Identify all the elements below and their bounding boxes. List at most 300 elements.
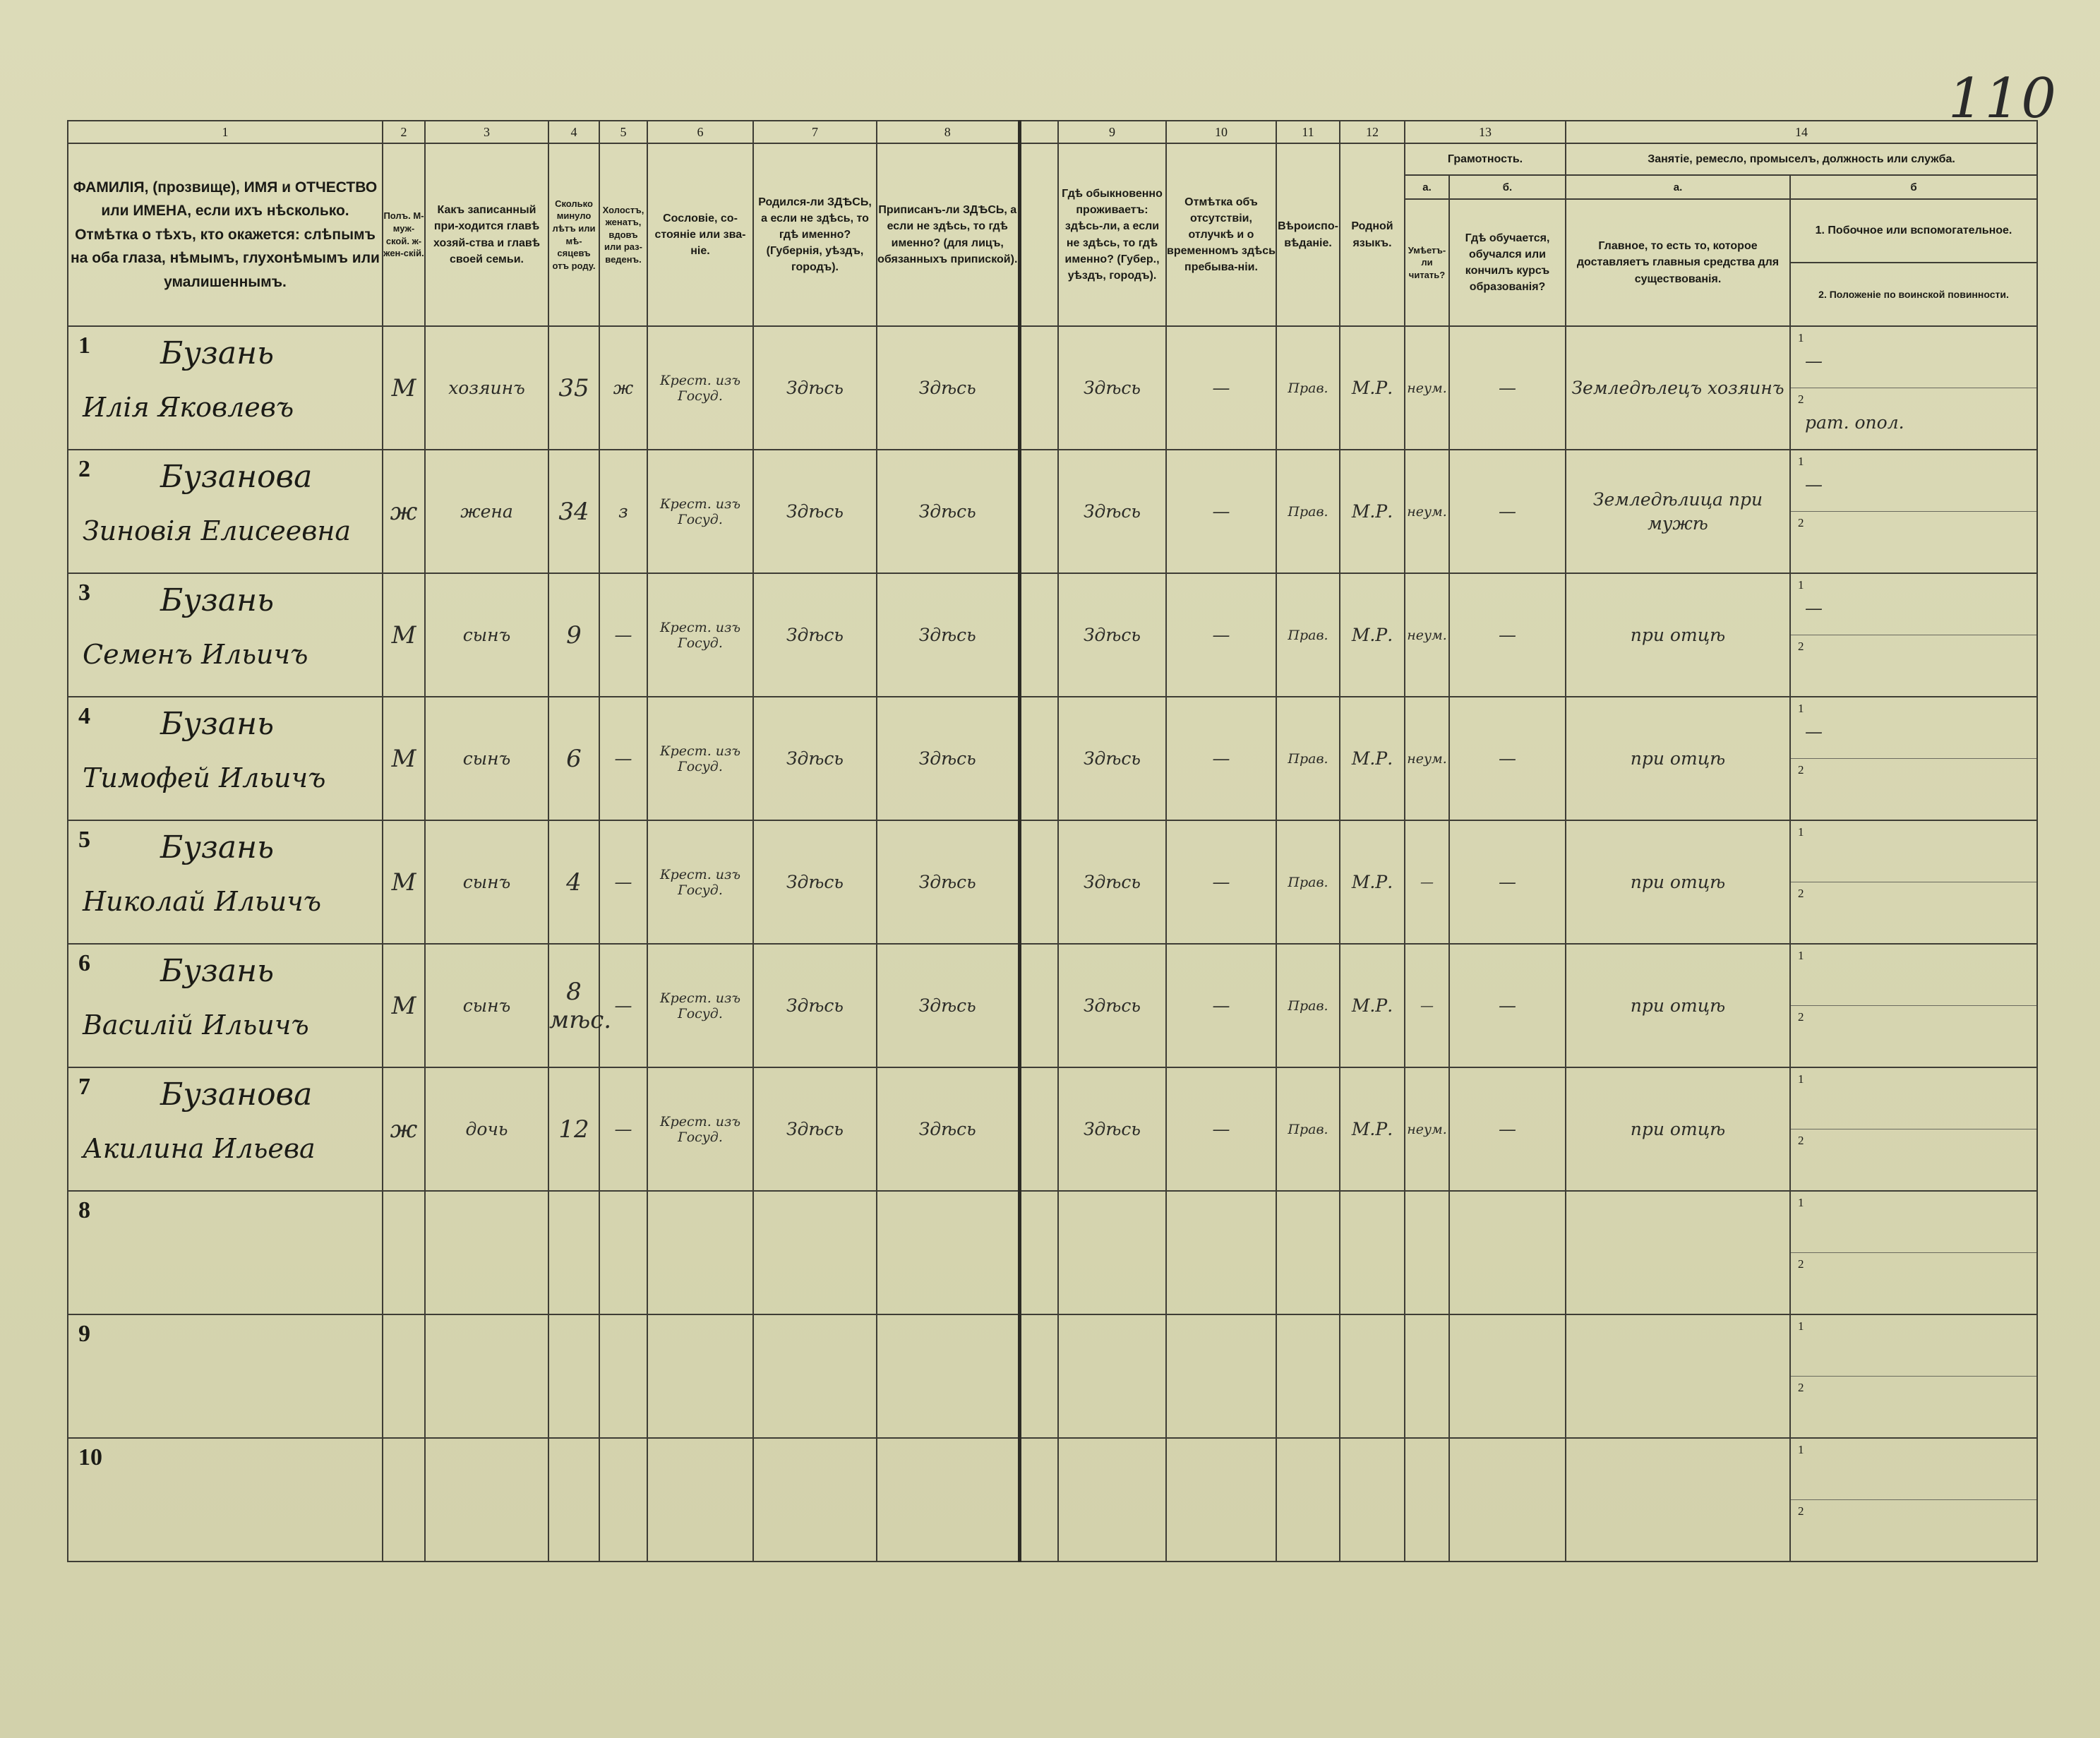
registered-cell-text: Здѣсь xyxy=(918,501,976,522)
registered-cell xyxy=(877,1438,1019,1562)
sex-cell xyxy=(383,1191,425,1314)
age-cell-text: 4 xyxy=(566,868,582,897)
fold-gap xyxy=(1019,143,1058,326)
occupation-cell xyxy=(1566,820,1790,944)
occupation-cell-text: при отцѣ xyxy=(1630,1118,1726,1139)
estate-cell xyxy=(647,820,753,944)
sex-cell-text: М xyxy=(391,991,416,1020)
language-cell-text: М.Р. xyxy=(1351,377,1393,398)
name-cell xyxy=(68,326,383,450)
side-occupation xyxy=(1791,327,2036,388)
absence-cell xyxy=(1166,1438,1276,1562)
header-schooling: Гдѣ обучается, обучался или кончилъ курсъ образованія? xyxy=(1449,199,1566,326)
estate-cell xyxy=(647,944,753,1067)
registered-cell-text: Здѣсь xyxy=(918,377,976,398)
age-cell-text: 34 xyxy=(558,497,589,526)
surname: Бузань xyxy=(160,582,275,618)
side-number: 1 xyxy=(1798,949,1804,962)
colnum: 3 xyxy=(425,121,548,143)
language-cell xyxy=(1340,1438,1405,1562)
schooling-cell-text: — xyxy=(1499,377,1516,398)
schooling-cell xyxy=(1449,450,1566,573)
relation-cell-text: сынъ xyxy=(462,871,511,892)
absence-cell-text: — xyxy=(1212,871,1230,892)
header-registered: Приписанъ-ли ЗДѢСЬ, а если не здѣсь, то гдѣ именно? (для лицъ, обязанныхъ припиской). xyxy=(877,143,1019,326)
relation-cell xyxy=(425,326,548,450)
marital-cell-text: — xyxy=(614,871,632,892)
side-number: 1 xyxy=(1798,1319,1804,1333)
language-cell xyxy=(1340,697,1405,820)
side-occupation-cell xyxy=(1790,820,2037,944)
colnum: 5 xyxy=(599,121,647,143)
marital-cell-text: — xyxy=(614,995,632,1016)
occupation-cell xyxy=(1566,326,1790,450)
name-cell xyxy=(68,1314,383,1438)
resides-cell xyxy=(1058,944,1166,1067)
occupation-cell xyxy=(1566,1191,1790,1314)
language-cell xyxy=(1340,820,1405,944)
military-status xyxy=(1791,1377,2036,1437)
surname: Бузань xyxy=(160,706,275,742)
marital-cell-text: — xyxy=(614,748,632,769)
colnum: 6 xyxy=(647,121,753,143)
header-side-occupation: 1. Побочное или вспомогательное. xyxy=(1791,200,2036,263)
side-occupation-cell xyxy=(1790,1438,2037,1562)
registered-cell-text: Здѣсь xyxy=(918,1118,976,1139)
surname: Бузань xyxy=(160,829,275,865)
religion-cell xyxy=(1276,1067,1340,1191)
side-occupation xyxy=(1791,574,2036,635)
side-text: — xyxy=(1805,721,1823,742)
side-occupation xyxy=(1791,1192,2036,1253)
registered-cell-text: Здѣсь xyxy=(918,624,976,645)
side-occupation-cell xyxy=(1790,326,2037,450)
schooling-cell-text: — xyxy=(1499,748,1516,769)
religion-cell xyxy=(1276,944,1340,1067)
age-cell xyxy=(548,1314,599,1438)
side-occupation xyxy=(1791,1439,2036,1500)
marital-cell xyxy=(599,1191,647,1314)
registered-cell xyxy=(877,573,1019,697)
language-cell-text: М.Р. xyxy=(1351,748,1393,769)
relation-cell-text: сынъ xyxy=(462,748,511,769)
literate-cell-text: неум. xyxy=(1407,627,1447,643)
given-name: Тимофей Ильичъ xyxy=(83,762,326,793)
fold-gap xyxy=(1019,1067,1058,1191)
relation-cell xyxy=(425,450,548,573)
resides-cell xyxy=(1058,697,1166,820)
born-cell xyxy=(753,450,877,573)
literate-cell xyxy=(1405,1438,1449,1562)
given-name: Акилина Ильева xyxy=(83,1133,316,1164)
header-absence: Отмѣтка объ отсутствіи, отлучкѣ и о временномъ здѣсь пребыва-ніи. xyxy=(1166,143,1276,326)
born-cell xyxy=(753,1067,877,1191)
language-cell xyxy=(1340,1191,1405,1314)
row-number: 5 xyxy=(78,827,90,853)
side-occupation-cell xyxy=(1790,944,2037,1067)
occupation-cell xyxy=(1566,450,1790,573)
born-cell-text: Здѣсь xyxy=(786,501,844,522)
schooling-cell xyxy=(1449,1191,1566,1314)
side-occupation-cell xyxy=(1790,1191,2037,1314)
page-number: 110 xyxy=(1948,67,2058,131)
fold-gap xyxy=(1019,326,1058,450)
surname: Бузанова xyxy=(160,1077,313,1113)
side-number: 2 xyxy=(1798,640,1804,653)
side-occupation xyxy=(1791,450,2036,512)
marital-cell xyxy=(599,326,647,450)
sex-cell xyxy=(383,326,425,450)
religion-cell-text: Прав. xyxy=(1288,750,1328,767)
resides-cell xyxy=(1058,326,1166,450)
occupation-cell xyxy=(1566,1314,1790,1438)
estate-cell-text: Крест. изъ Госуд. xyxy=(659,1113,741,1145)
resides-cell-text: Здѣсь xyxy=(1083,995,1141,1016)
sex-cell-text: ж xyxy=(390,1115,418,1144)
absence-cell xyxy=(1166,944,1276,1067)
relation-cell-text: жена xyxy=(460,501,513,522)
language-cell xyxy=(1340,450,1405,573)
colnum: 13 xyxy=(1405,121,1566,143)
colnum: 11 xyxy=(1276,121,1340,143)
absence-cell-text: — xyxy=(1212,501,1230,522)
age-cell-text: 12 xyxy=(558,1115,589,1144)
surname: Бузань xyxy=(160,335,275,371)
absence-cell xyxy=(1166,1067,1276,1191)
side-number: 2 xyxy=(1798,1010,1804,1024)
sex-cell-text: М xyxy=(391,373,416,402)
resides-cell xyxy=(1058,573,1166,697)
side-occupation-cell xyxy=(1790,1314,2037,1438)
born-cell xyxy=(753,1438,877,1562)
sex-cell xyxy=(383,573,425,697)
header-occupation: Занятіе, ремесло, промыселъ, должность или служба. xyxy=(1566,143,2037,175)
military-status xyxy=(1791,388,2036,449)
literate-cell xyxy=(1405,820,1449,944)
military-status xyxy=(1791,759,2036,820)
occupation-cell-text: при отцѣ xyxy=(1630,995,1726,1016)
side-number: 2 xyxy=(1798,1257,1804,1271)
absence-cell xyxy=(1166,1314,1276,1438)
sex-cell xyxy=(383,697,425,820)
side-occupation-cell xyxy=(1790,450,2037,573)
estate-cell-text: Крест. изъ Госуд. xyxy=(659,496,741,527)
resides-cell xyxy=(1058,1438,1166,1562)
religion-cell-text: Прав. xyxy=(1288,627,1328,643)
religion-cell-text: Прав. xyxy=(1288,380,1328,396)
side-number: 2 xyxy=(1798,1504,1804,1518)
row-number: 9 xyxy=(78,1321,90,1347)
age-cell-text: 35 xyxy=(558,373,589,402)
estate-cell xyxy=(647,450,753,573)
absence-cell xyxy=(1166,697,1276,820)
side-text: — xyxy=(1805,474,1823,495)
born-cell-text: Здѣсь xyxy=(786,995,844,1016)
header-military: 2. Положеніе по воинской повинности. xyxy=(1818,288,2009,300)
marital-cell xyxy=(599,1314,647,1438)
marital-cell xyxy=(599,697,647,820)
born-cell xyxy=(753,697,877,820)
resides-cell-text: Здѣсь xyxy=(1083,624,1141,645)
table-row xyxy=(68,573,2037,697)
header-side-cell xyxy=(1790,199,2037,326)
resides-cell xyxy=(1058,1191,1166,1314)
header-born: Родился-ли ЗДѢСЬ, а если не здѣсь, то гдѣ именно? (Губернія, уѣздъ, городъ). xyxy=(753,143,877,326)
schooling-cell xyxy=(1449,820,1566,944)
literate-cell xyxy=(1405,326,1449,450)
header-occupation-a: а. xyxy=(1566,175,1790,199)
language-cell-text: М.Р. xyxy=(1351,871,1393,892)
census-table xyxy=(67,120,2038,1562)
absence-cell xyxy=(1166,326,1276,450)
estate-cell xyxy=(647,326,753,450)
relation-cell-text: сынъ xyxy=(462,995,511,1016)
side-number: 1 xyxy=(1798,1443,1804,1456)
age-cell xyxy=(548,573,599,697)
side-number: 2 xyxy=(1798,887,1804,900)
header-age: Сколько минуло лѣтъ или мѣ-сяцевъ отъ роду. xyxy=(548,143,599,326)
header-language: Родной языкъ. xyxy=(1340,143,1405,326)
literate-cell-text: неум. xyxy=(1407,503,1447,520)
occupation-cell-text: при отцѣ xyxy=(1630,871,1726,892)
header-estate: Сословіе, со-стояніе или зва-ніе. xyxy=(647,143,753,326)
fold-gap xyxy=(1019,944,1058,1067)
religion-cell-text: Прав. xyxy=(1288,874,1328,890)
resides-cell xyxy=(1058,1067,1166,1191)
name-cell xyxy=(68,1191,383,1314)
occupation-cell xyxy=(1566,573,1790,697)
fold-gap xyxy=(1019,1314,1058,1438)
header-literacy-a: а. xyxy=(1405,175,1449,199)
registered-cell xyxy=(877,1191,1019,1314)
given-name: Зиновія Елисеевна xyxy=(83,515,352,546)
registered-cell xyxy=(877,450,1019,573)
literate-cell xyxy=(1405,573,1449,697)
resides-cell xyxy=(1058,450,1166,573)
header-sex: Полъ. М-муж-ской. ж-жен-скій. xyxy=(383,143,425,326)
language-cell xyxy=(1340,944,1405,1067)
colnum: 10 xyxy=(1166,121,1276,143)
name-cell xyxy=(68,450,383,573)
literate-cell xyxy=(1405,697,1449,820)
fold-gap xyxy=(1019,820,1058,944)
schooling-cell xyxy=(1449,1438,1566,1562)
side-occupation xyxy=(1791,821,2036,882)
resides-cell-text: Здѣсь xyxy=(1083,871,1141,892)
schooling-cell-text: — xyxy=(1499,501,1516,522)
relation-cell xyxy=(425,1314,548,1438)
side-occupation xyxy=(1791,697,2036,759)
marital-cell-text: з xyxy=(618,501,628,522)
occupation-cell xyxy=(1566,1438,1790,1562)
row-number: 3 xyxy=(78,580,90,606)
age-cell xyxy=(548,1191,599,1314)
born-cell xyxy=(753,944,877,1067)
side-number: 1 xyxy=(1798,1072,1804,1086)
table-row xyxy=(68,326,2037,450)
header-religion: Вѣроиспо-вѣданіе. xyxy=(1276,143,1340,326)
row-number: 4 xyxy=(78,703,90,729)
colnum: 1 xyxy=(68,121,383,143)
military-status xyxy=(1791,1129,2036,1190)
row-number: 7 xyxy=(78,1074,90,1100)
absence-cell-text: — xyxy=(1212,1118,1230,1139)
sex-cell xyxy=(383,820,425,944)
schooling-cell-text: — xyxy=(1499,871,1516,892)
given-name: Семенъ Ильичъ xyxy=(83,639,308,670)
born-cell xyxy=(753,573,877,697)
table-row xyxy=(68,944,2037,1067)
side-number: 2 xyxy=(1798,1381,1804,1394)
relation-cell-text: дочь xyxy=(465,1118,508,1139)
occupation-cell-text: при отцѣ xyxy=(1630,624,1726,645)
born-cell xyxy=(753,326,877,450)
estate-cell-text: Крест. изъ Госуд. xyxy=(659,619,741,651)
military-status xyxy=(1791,512,2036,573)
header-main-occupation: Главное, то есть то, которое доставляетъ главныя средства для существованія. xyxy=(1566,199,1790,326)
marital-cell xyxy=(599,820,647,944)
literate-cell-text: неум. xyxy=(1407,750,1447,767)
relation-cell xyxy=(425,1191,548,1314)
side-number: 2 xyxy=(1798,763,1804,777)
surname: Бузань xyxy=(160,953,275,989)
born-cell-text: Здѣсь xyxy=(786,748,844,769)
surname: Бузанова xyxy=(160,459,313,495)
schooling-cell xyxy=(1449,697,1566,820)
military-status xyxy=(1791,635,2036,696)
relation-cell xyxy=(425,1067,548,1191)
name-cell xyxy=(68,697,383,820)
side-number: 2 xyxy=(1798,1134,1804,1147)
occupation-cell xyxy=(1566,944,1790,1067)
estate-cell xyxy=(647,697,753,820)
literate-cell-text: неум. xyxy=(1407,380,1447,396)
header-relation: Какъ записанный при-ходится главѣ хозяй-ства и главѣ своей семьи. xyxy=(425,143,548,326)
age-cell xyxy=(548,697,599,820)
registered-cell xyxy=(877,944,1019,1067)
occupation-cell-text: Земледѣлица при мужѣ xyxy=(1592,489,1763,534)
marital-cell xyxy=(599,1438,647,1562)
registered-cell xyxy=(877,1067,1019,1191)
header-can-read: Умѣетъ-ли читать? xyxy=(1405,199,1449,326)
occupation-cell-text: при отцѣ xyxy=(1630,748,1726,769)
fold-gap xyxy=(1019,1191,1058,1314)
age-cell xyxy=(548,1438,599,1562)
side-number: 2 xyxy=(1798,392,1804,406)
relation-cell xyxy=(425,697,548,820)
schooling-cell xyxy=(1449,326,1566,450)
religion-cell-text: Прав. xyxy=(1288,1121,1328,1137)
sex-cell xyxy=(383,944,425,1067)
military-status xyxy=(1791,882,2036,943)
sex-cell-text: М xyxy=(391,868,416,897)
resides-cell-text: Здѣсь xyxy=(1083,377,1141,398)
column-number-row xyxy=(68,121,2037,143)
name-cell xyxy=(68,944,383,1067)
header-marital: Холостъ, женатъ, вдовъ или раз-веденъ. xyxy=(599,143,647,326)
religion-cell xyxy=(1276,697,1340,820)
literate-cell xyxy=(1405,1067,1449,1191)
estate-cell-text: Крест. изъ Госуд. xyxy=(659,743,741,774)
side-number: 1 xyxy=(1798,455,1804,468)
age-cell-text: 6 xyxy=(566,744,582,773)
name-cell xyxy=(68,1438,383,1562)
side-number: 1 xyxy=(1798,578,1804,592)
literate-cell-text: — xyxy=(1420,874,1434,890)
header-row-1 xyxy=(68,143,2037,175)
literate-cell xyxy=(1405,1314,1449,1438)
age-cell xyxy=(548,1067,599,1191)
resides-cell-text: Здѣсь xyxy=(1083,1118,1141,1139)
language-cell-text: М.Р. xyxy=(1351,501,1393,522)
header-literacy: Грамотность. xyxy=(1405,143,1566,175)
sex-cell xyxy=(383,1314,425,1438)
side-text: — xyxy=(1805,351,1823,371)
fold-gap xyxy=(1019,573,1058,697)
marital-cell xyxy=(599,573,647,697)
name-cell xyxy=(68,1067,383,1191)
religion-cell xyxy=(1276,820,1340,944)
absence-cell-text: — xyxy=(1212,624,1230,645)
absence-cell xyxy=(1166,573,1276,697)
registered-cell-text: Здѣсь xyxy=(918,748,976,769)
schooling-cell-text: — xyxy=(1499,1118,1516,1139)
colnum: 9 xyxy=(1058,121,1166,143)
absence-cell-text: — xyxy=(1212,377,1230,398)
religion-cell-text: Прав. xyxy=(1288,503,1328,520)
born-cell-text: Здѣсь xyxy=(786,624,844,645)
language-cell xyxy=(1340,1314,1405,1438)
schooling-cell-text: — xyxy=(1499,624,1516,645)
estate-cell xyxy=(647,1314,753,1438)
religion-cell xyxy=(1276,573,1340,697)
born-cell xyxy=(753,1191,877,1314)
military-status xyxy=(1791,1253,2036,1314)
fold-gap xyxy=(1019,697,1058,820)
name-cell xyxy=(68,820,383,944)
born-cell-text: Здѣсь xyxy=(786,377,844,398)
age-cell-text: 8 мѣс. xyxy=(549,977,612,1034)
side-occupation xyxy=(1791,1315,2036,1377)
born-cell xyxy=(753,820,877,944)
registered-cell xyxy=(877,1314,1019,1438)
sex-cell xyxy=(383,450,425,573)
resides-cell xyxy=(1058,1314,1166,1438)
language-cell xyxy=(1340,326,1405,450)
resides-cell-text: Здѣсь xyxy=(1083,748,1141,769)
marital-cell-text: — xyxy=(614,1118,632,1139)
religion-cell-text: Прав. xyxy=(1288,997,1328,1014)
header-name: ФАМИЛІЯ, (прозвище), ИМЯ и ОТЧЕСТВО или ИМЕНА, если ихъ нѣсколько. Отмѣтка о тѣхъ, кто окажется: слѣпымъ на оба глаза, нѣмымъ, глухонѣмымъ или умалишеннымъ. xyxy=(68,143,383,326)
schooling-cell xyxy=(1449,573,1566,697)
language-cell-text: М.Р. xyxy=(1351,995,1393,1016)
literate-cell xyxy=(1405,450,1449,573)
table-row xyxy=(68,1191,2037,1314)
age-cell xyxy=(548,326,599,450)
language-cell xyxy=(1340,1067,1405,1191)
absence-cell-text: — xyxy=(1212,748,1230,769)
schooling-cell-text: — xyxy=(1499,995,1516,1016)
literate-cell xyxy=(1405,1191,1449,1314)
marital-cell-text: ж xyxy=(613,377,634,398)
side-text: рат. опол. xyxy=(1805,412,1904,433)
literate-cell-text: — xyxy=(1420,997,1434,1014)
born-cell xyxy=(753,1314,877,1438)
header-resides: Гдѣ обыкновенно проживаетъ: здѣсь-ли, а если не здѣсь, то гдѣ именно? (Губер., уѣздъ, городъ). xyxy=(1058,143,1166,326)
table-row xyxy=(68,450,2037,573)
estate-cell xyxy=(647,573,753,697)
registered-cell-text: Здѣсь xyxy=(918,871,976,892)
